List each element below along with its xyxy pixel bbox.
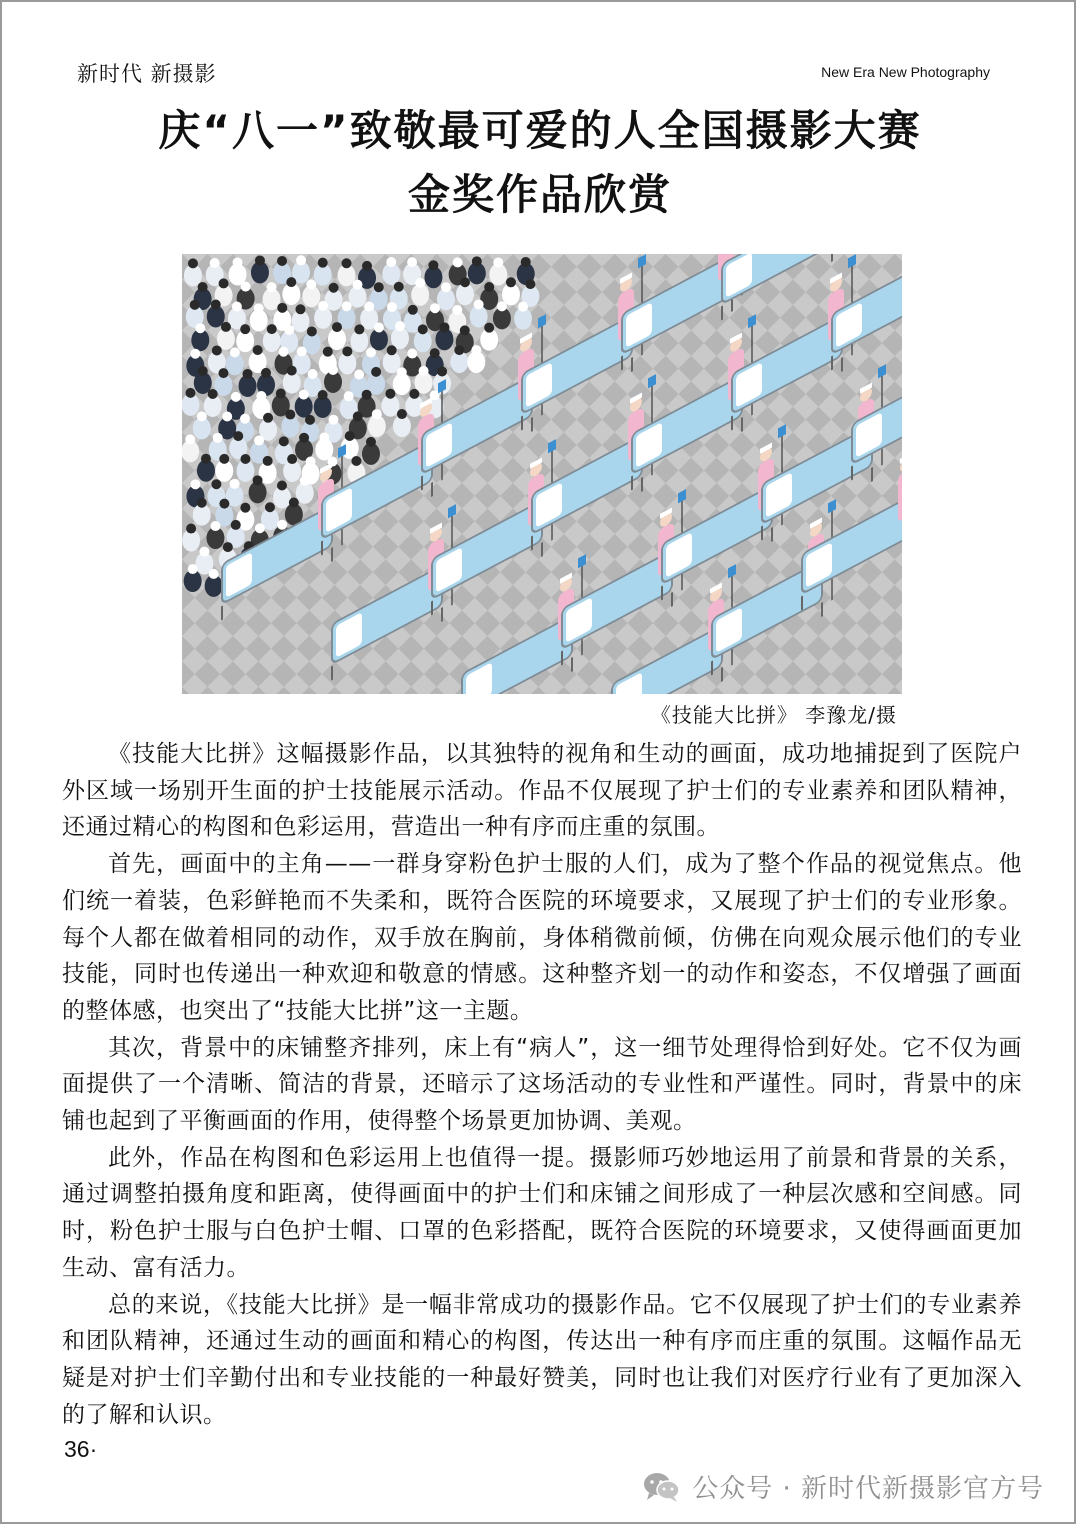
paragraph: 首先，画面中的主角——一群身穿粉色护士服的人们，成为了整个作品的视觉焦点。他们统一着装，色彩鲜艳而不失柔和，既符合医院的环境要求，又展现了护士们的专业形象。每个人都在做着相同的动作，双手放在胸前，身体稍微前倾，仿佛在向观众展示他们的专业技能，同时也传递出一种欢迎和敬意的情感。这种整齐划一的动作和姿态，不仅增强了画面的整体感，也突出了“技能大比拼”这一主题。 [62, 851, 1022, 1024]
header-right: New Era New Photography [821, 64, 990, 80]
page-number: 36· [64, 1436, 98, 1462]
paragraph: 《技能大比拼》这幅摄影作品，以其独特的视角和生动的画面，成功地捕捉到了医院户外区域一场别开生面的护士技能展示活动。作品不仅展现了护士们的专业素养和团队精神，还通过精心的构图和色彩运用，营造出一种有序而庄重的氛围。 [62, 741, 1022, 841]
article-body [62, 736, 1022, 1433]
paragraph: 此外，作品在构图和色彩运用上也值得一提。摄影师巧妙地运用了前景和背景的关系，通过调整拍摄角度和距离，使得画面中的护士们和床铺之间形成了一种层次感和空间感。同时，粉色护士服与白色护士帽、口罩的色彩搭配，既符合医院的环境要求，又使得画面更加生动、富有活力。 [62, 1144, 1022, 1281]
photo-caption: 《技能大比拼》 李豫龙/摄 [650, 703, 897, 727]
wechat-icon [642, 1470, 682, 1504]
article-title-line1: 庆“八一”致敬最可爱的人全国摄影大赛 [158, 106, 922, 155]
paragraph: 总的来说，《技能大比拼》是一幅非常成功的摄影作品。它不仅展现了护士们的专业素养和团队精神，还通过生动的画面和精心的构图，传达出一种有序而庄重的氛围。这幅作品无疑是对护士们辛勤付出和专业技能的一种最好赞美，同时也让我们对医疗行业有了更加深入的了解和认识。 [62, 1291, 1022, 1428]
watermark-text: 公众号 · 新时代新摄影官方号 [692, 1474, 1044, 1504]
featured-photo [182, 254, 902, 694]
paragraph: 其次，背景中的床铺整齐排列，床上有“病人”，这一细节处理得恰到好处。它不仅为画面提供了一个清晰、简洁的背景，还暗示了这场活动的专业性和严谨性。同时，背景中的床铺也起到了平衡画面的作用，使得整个场景更加协调、美观。 [62, 1034, 1022, 1135]
watermark [642, 1468, 1044, 1505]
article-title-line2: 金奖作品欣赏 [407, 170, 672, 219]
header-left: 新时代 新摄影 [77, 62, 217, 86]
photo-illustration [182, 254, 902, 694]
